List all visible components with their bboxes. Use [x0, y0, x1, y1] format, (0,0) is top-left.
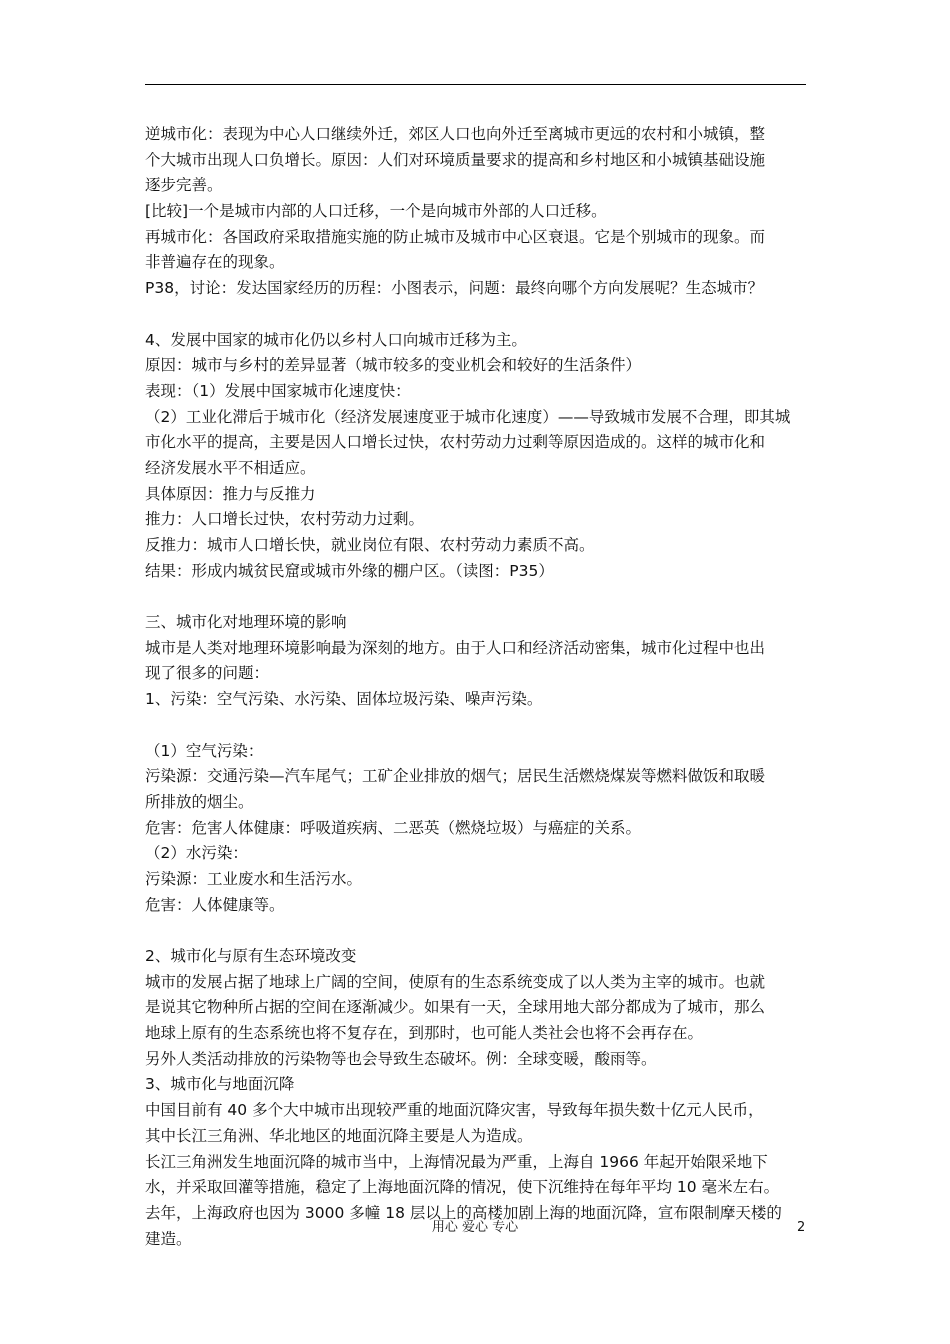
text-line: 建造。 [145, 1229, 192, 1248]
text-line: 逐步完善。 [145, 176, 223, 195]
text-line: 市化水平的提高，主要是因人口增长过快，农村劳动力过剩等原因造成的。这样的城市化和 [145, 433, 766, 452]
text-line: （1）空气污染： [145, 741, 264, 760]
text-line: [比较]一个是城市内部的人口迁移，一个是向城市外部的人口迁移。 [145, 202, 607, 221]
text-line: 长江三角洲发生地面沉降的城市当中，上海情况最为严重，上海自 1966 年起开始限采地下 [145, 1152, 768, 1171]
text-line: 非普遍存在的现象。 [145, 253, 285, 272]
text-line: 个大城市出现人口负增长。原因：人们对环境质量要求的提高和乡村地区和小城镇基础设施 [145, 150, 766, 169]
text-line: 4、发展中国家的城市化仍以乡村人口向城市迁移为主。 [145, 330, 527, 349]
text-line: 污染源：工业废水和生活污水。 [145, 869, 363, 888]
text-line: 3、城市化与地面沉降 [145, 1075, 295, 1094]
text-line: 再城市化：各国政府采取措施实施的防止城市及城市中心区衰退。它是个别城市的现象。而 [145, 227, 766, 246]
text-line: 具体原因：推力与反推力 [145, 484, 316, 503]
blank-line [145, 584, 810, 610]
text-line: 原因：城市与乡村的差异显著（城市较多的变业机会和较好的生活条件） [145, 356, 642, 375]
text-line: 中国目前有 40 多个大中城市出现较严重的地面沉降灾害，导致每年损失数十亿元人民币， [145, 1101, 764, 1120]
blank-line [145, 918, 810, 944]
text-line: 逆城市化：表现为中心人口继续外迁，郊区人口也向外迁至离城市更远的农村和小城镇，整 [145, 125, 766, 143]
text-line: 2、城市化与原有生态环境改变 [145, 947, 357, 965]
text-line: 其中长江三角洲、华北地区的地面沉降主要是人为造成。 [145, 1126, 533, 1145]
text-line: （2）工业化滞后于城市化（经济发展速度亚于城市化速度）——导致城市发展不合理，即其城 [145, 407, 791, 426]
body-text [145, 122, 810, 1252]
text-line: 结果：形成内城贫民窟或城市外缘的棚户区。（读图：P35） [145, 561, 554, 580]
text-line: 去年，上海政府也因为 3000 多幢 18 层以上的高楼加剧上海的地面沉降，宣布限制摩天楼的 [145, 1203, 782, 1222]
text-line: 推力：人口增长过快，农村劳动力过剩。 [145, 510, 425, 529]
text-line: 三、城市化对地理环境的影响 [145, 613, 347, 632]
text-line: （2）水污染： [145, 844, 248, 863]
text-line: 水，并采取回灌等措施，稳定了上海地面沉降的情况，使下沉维持在每年平均 10 毫米左右。 [145, 1178, 780, 1197]
text-line: 反推力：城市人口增长快，就业岗位有限、农村劳动力素质不高。 [145, 536, 595, 554]
text-line: 危害：危害人体健康：呼吸道疾病、二恶英（燃烧垃圾）与癌症的关系。 [145, 818, 642, 837]
text-line: 地球上原有的生态系统也将不复存在，到那时，也可能人类社会也将不会再存在。 [145, 1024, 704, 1043]
blank-line [145, 302, 810, 328]
text-line: 1、污染：空气污染、水污染、固体垃圾污染、噪声污染。 [145, 690, 543, 709]
text-line: 污染源：交通污染—汽车尾气；工矿企业排放的烟气；居民生活燃烧煤炭等燃料做饭和取暖 [145, 767, 766, 786]
text-line: 经济发展水平不相适应。 [145, 458, 316, 477]
text-line: 城市是人类对地理环境影响最为深刻的地方。由于人口和经济活动密集，城市化过程中也出 [145, 638, 766, 657]
text-line: 现了很多的问题： [145, 664, 270, 683]
text-line: 是说其它物种所占据的空间在逐渐减少。如果有一天，全球用地大部分都成为了城市，那么 [145, 998, 766, 1017]
text-line: 表现：（1）发展中国家城市化速度快： [145, 381, 411, 400]
blank-line [145, 713, 810, 739]
footer-motto: 用心 爱心 专心 [431, 1220, 519, 1235]
text-line: 城市的发展占据了地球上广阔的空间，使原有的生态系统变成了以人类为主宰的城市。也就 [145, 972, 766, 991]
page-number: 2 [797, 1220, 806, 1235]
text-line: P38，讨论：发达国家经历的历程：小图表示，问题：最终向哪个方向发展呢？生态城市？ [145, 279, 764, 298]
text-line: 危害：人体健康等。 [145, 895, 285, 914]
text-line: 另外人类活动排放的污染物等也会导致生态破坏。例：全球变暖，酸雨等。 [145, 1049, 657, 1068]
text-line: 所排放的烟尘。 [145, 792, 254, 811]
header-rule [145, 84, 806, 85]
